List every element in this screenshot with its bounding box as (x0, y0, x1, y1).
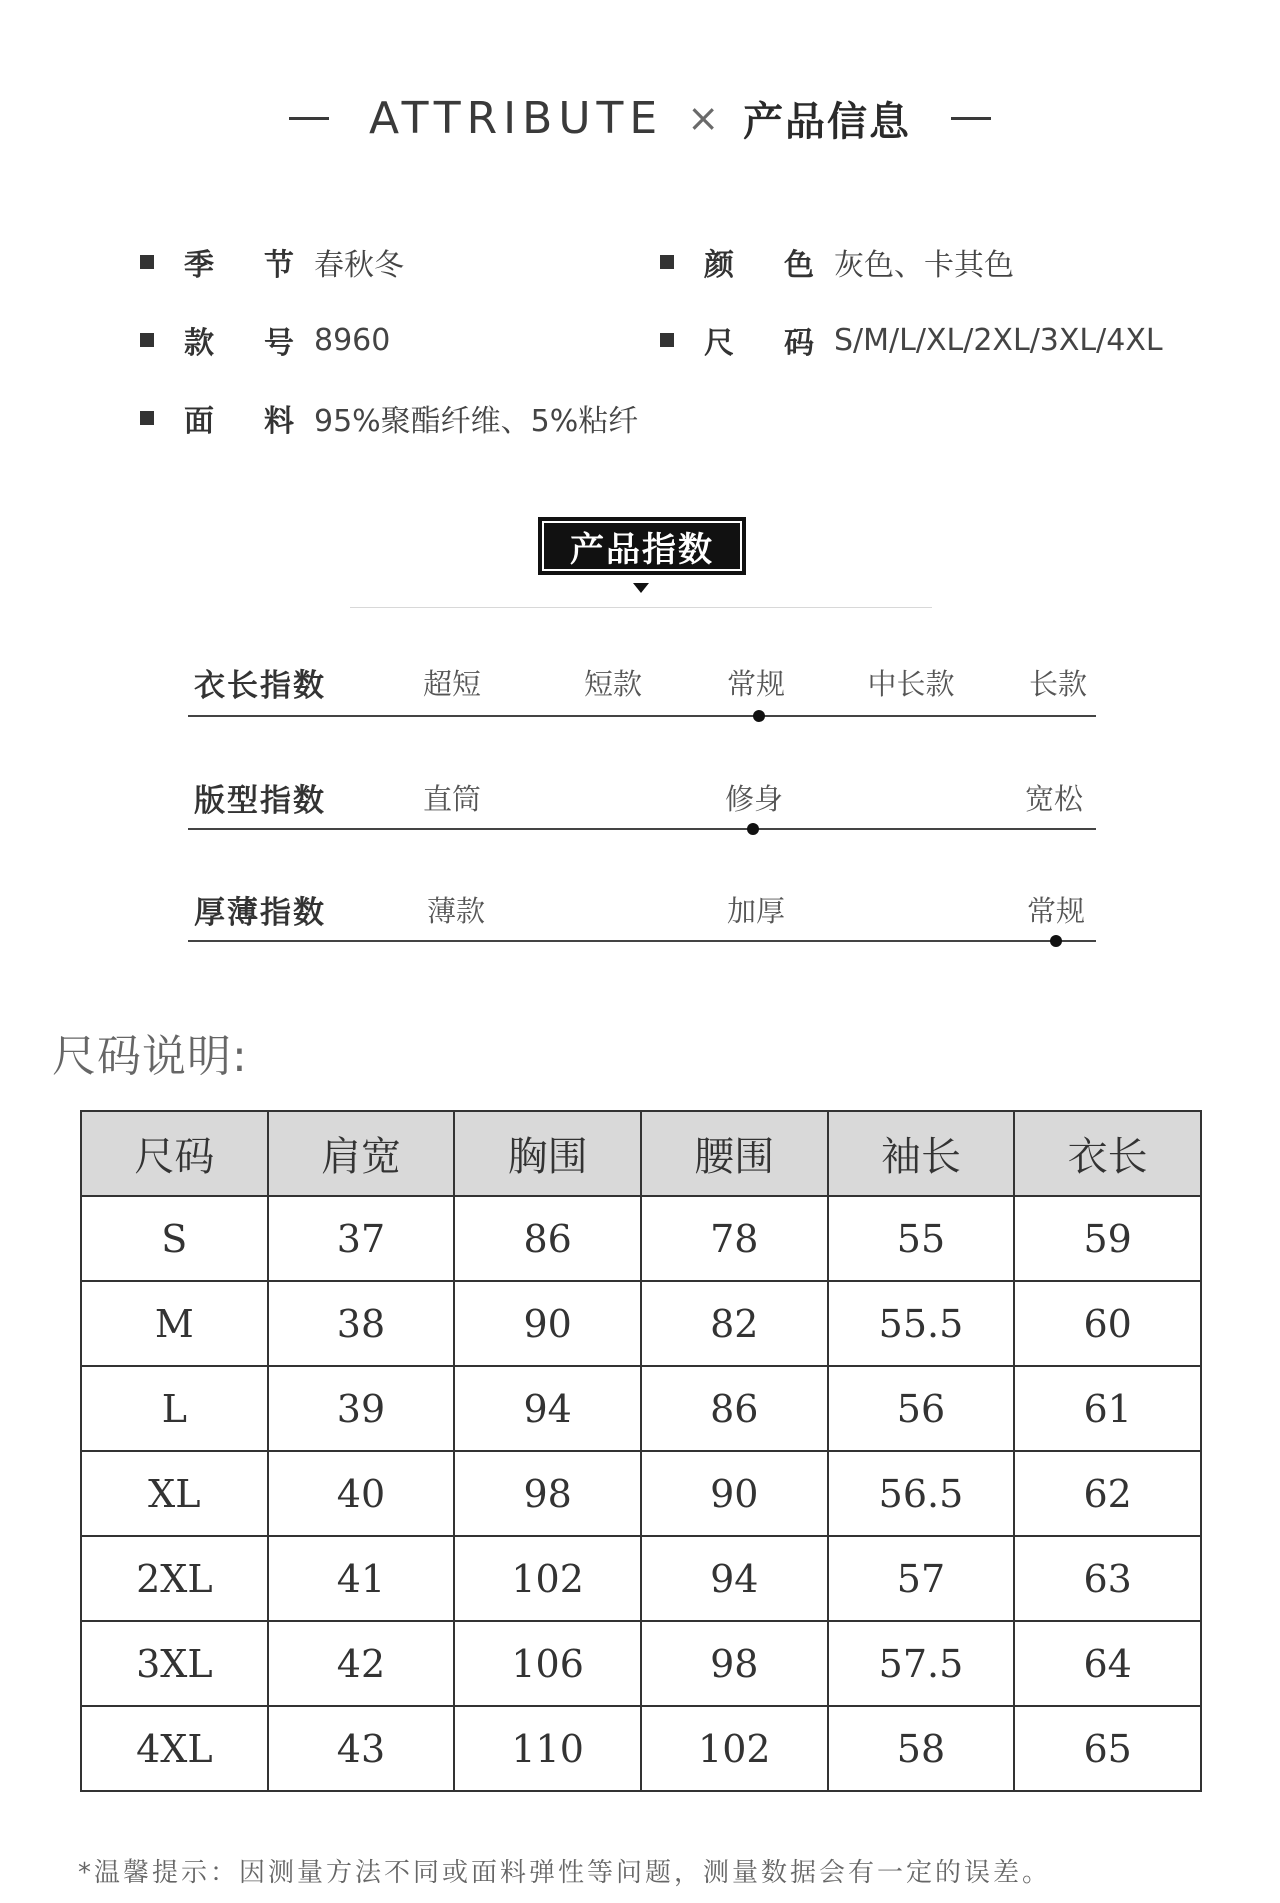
index-row-title: 衣长指数 (194, 668, 326, 704)
table-cell: 58 (828, 1706, 1015, 1791)
table-cell: 61 (1014, 1366, 1201, 1451)
index-option: 超短 (422, 667, 482, 701)
index-track (188, 715, 1096, 717)
attr-fabric-label: 面 料 (184, 404, 294, 439)
index-row-length (188, 660, 1096, 720)
index-selected-dot (753, 710, 765, 722)
index-row-title: 版型指数 (194, 783, 326, 819)
table-cell: 65 (1014, 1706, 1201, 1791)
table-cell: S (81, 1196, 268, 1281)
table-cell: 106 (454, 1621, 641, 1706)
header-title-en: ATTRIBUTE (368, 92, 664, 144)
divider (350, 607, 932, 608)
product-index-badge: 产品指数 (538, 517, 746, 575)
table-cell: 56.5 (828, 1451, 1015, 1536)
index-option: 中长款 (867, 667, 955, 701)
index-row-fit (188, 775, 1096, 835)
table-row (81, 1281, 1201, 1366)
table-cell: 86 (454, 1196, 641, 1281)
attr-season-value: 春秋冬 (314, 248, 404, 283)
table-cell: 3XL (81, 1621, 268, 1706)
attr-color-label: 颜 色 (704, 248, 814, 283)
index-option: 宽松 (1024, 782, 1084, 816)
bullet-icon (660, 255, 674, 269)
size-table-header (81, 1111, 1201, 1196)
table-row (81, 1366, 1201, 1451)
table-cell: 94 (454, 1366, 641, 1451)
table-cell: 102 (641, 1706, 828, 1791)
attr-style-no-value: 8960 (314, 322, 391, 358)
header-dash-right (951, 117, 991, 120)
header-cell: 肩宽 (268, 1111, 455, 1196)
attr-size-label: 尺 码 (704, 326, 814, 361)
table-cell: 55 (828, 1196, 1015, 1281)
attr-style-no (140, 318, 390, 362)
table-cell: XL (81, 1451, 268, 1536)
table-cell: 110 (454, 1706, 641, 1791)
index-track (188, 828, 1096, 830)
table-cell: 37 (268, 1196, 455, 1281)
table-cell: 94 (641, 1536, 828, 1621)
bullet-icon (140, 255, 154, 269)
index-selected-dot (747, 823, 759, 835)
header-cell: 腰围 (641, 1111, 828, 1196)
table-cell: 90 (454, 1281, 641, 1366)
table-cell: 57 (828, 1536, 1015, 1621)
attr-fabric-value: 95%聚酯纤维、5%粘纤 (314, 404, 639, 439)
table-cell: 56 (828, 1366, 1015, 1451)
index-option: 薄款 (426, 894, 486, 928)
index-row-thickness (188, 887, 1096, 947)
index-option: 常规 (1026, 894, 1086, 928)
index-row-title: 厚薄指数 (194, 895, 326, 931)
header-cell: 尺码 (81, 1111, 268, 1196)
table-cell: 4XL (81, 1706, 268, 1791)
table-cell: 60 (1014, 1281, 1201, 1366)
table-row (81, 1196, 1201, 1281)
index-option: 长款 (1028, 667, 1088, 701)
table-cell: 57.5 (828, 1621, 1015, 1706)
table-cell: 82 (641, 1281, 828, 1366)
size-table (80, 1110, 1202, 1792)
table-cell: 102 (454, 1536, 641, 1621)
index-option: 常规 (726, 667, 786, 701)
attr-season-label: 季 节 (184, 248, 294, 283)
header-cell: 衣长 (1014, 1111, 1201, 1196)
index-option: 加厚 (726, 894, 786, 928)
attr-color (660, 240, 1014, 284)
table-cell: 63 (1014, 1536, 1201, 1621)
index-option: 短款 (583, 667, 643, 701)
size-chart-title: 尺码说明: (52, 1031, 248, 1082)
attr-size (660, 318, 1163, 362)
table-cell: 64 (1014, 1621, 1201, 1706)
table-row (81, 1451, 1201, 1536)
table-cell: 42 (268, 1621, 455, 1706)
header-dash-left (289, 117, 329, 120)
index-track (188, 940, 1096, 942)
index-option: 直筒 (422, 782, 482, 816)
caret-down-icon (633, 583, 649, 593)
attr-color-value: 灰色、卡其色 (834, 248, 1014, 283)
table-cell: 40 (268, 1451, 455, 1536)
table-row (81, 1621, 1201, 1706)
table-cell: 43 (268, 1706, 455, 1791)
header-cell: 胸围 (454, 1111, 641, 1196)
index-option: 修身 (724, 782, 784, 816)
table-cell: 2XL (81, 1536, 268, 1621)
bullet-icon (140, 411, 154, 425)
table-row (81, 1536, 1201, 1621)
table-cell: 98 (454, 1451, 641, 1536)
table-cell: 78 (641, 1196, 828, 1281)
attr-fabric (140, 396, 638, 440)
header-cell: 袖长 (828, 1111, 1015, 1196)
table-cell: 55.5 (828, 1281, 1015, 1366)
table-row (81, 1706, 1201, 1791)
table-cell: 98 (641, 1621, 828, 1706)
attr-style-no-label: 款 号 (184, 326, 294, 361)
table-cell: 62 (1014, 1451, 1201, 1536)
table-cell: 39 (268, 1366, 455, 1451)
attr-size-value: S/M/L/XL/2XL/3XL/4XL (834, 322, 1163, 358)
table-cell: L (81, 1366, 268, 1451)
section-header (0, 88, 1280, 148)
bullet-icon (140, 333, 154, 347)
table-cell: 90 (641, 1451, 828, 1536)
table-cell: 41 (268, 1536, 455, 1621)
attr-season (140, 240, 404, 284)
table-cell: 86 (641, 1366, 828, 1451)
header-title-cn: 产品信息 (743, 98, 912, 145)
index-selected-dot (1050, 935, 1062, 947)
bullet-icon (660, 333, 674, 347)
table-cell: M (81, 1281, 268, 1366)
header-separator: × (687, 96, 720, 140)
measurement-tip: *温馨提示：因测量方法不同或面料弹性等问题，测量数据会有一定的误差。 (78, 1858, 1052, 1888)
table-cell: 59 (1014, 1196, 1201, 1281)
table-cell: 38 (268, 1281, 455, 1366)
